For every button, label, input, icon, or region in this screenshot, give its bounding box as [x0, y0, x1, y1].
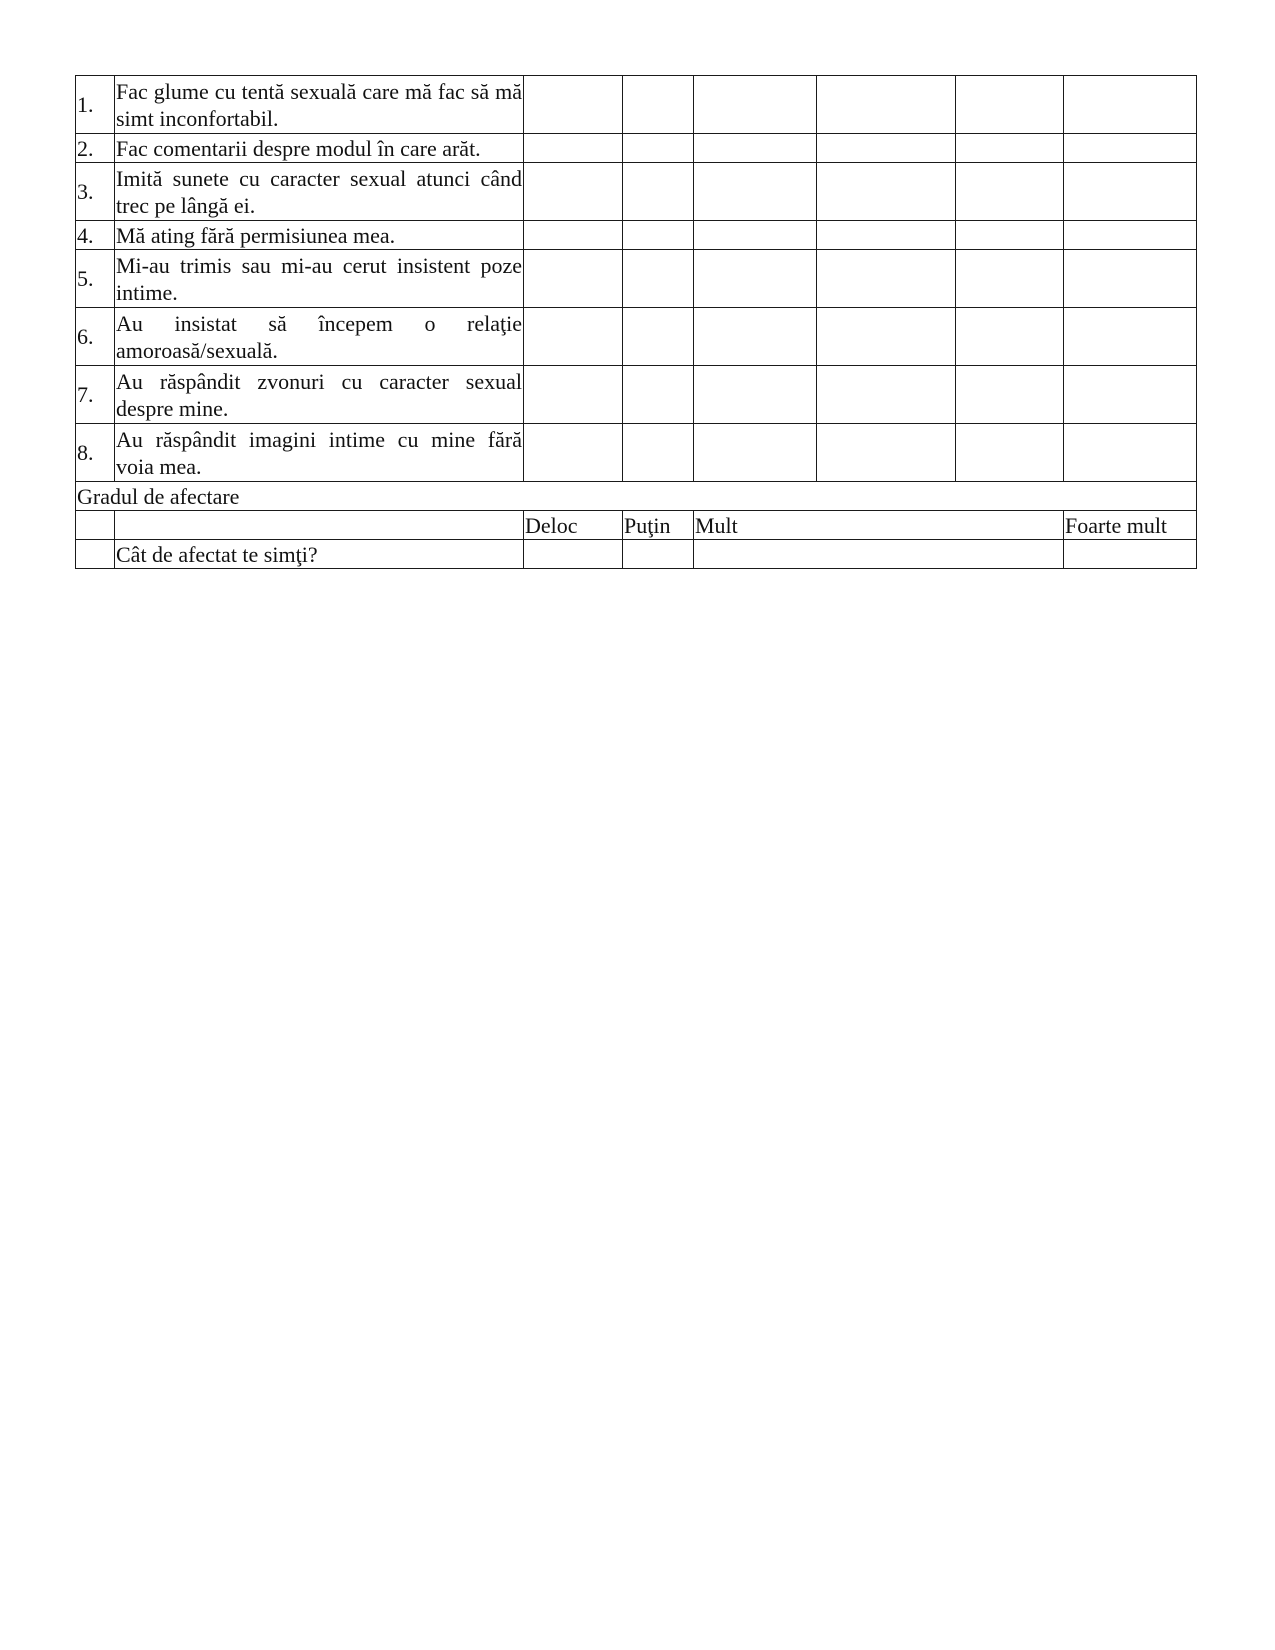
response-cell[interactable]	[524, 134, 623, 163]
response-cell[interactable]	[694, 76, 817, 134]
response-cell[interactable]	[694, 163, 817, 221]
response-cell[interactable]	[524, 76, 623, 134]
statement-row	[76, 424, 1197, 482]
statement-number: 5.	[76, 250, 115, 308]
statement-text: Mă ating fără permisiunea mea.	[115, 221, 524, 250]
response-cell[interactable]	[817, 134, 956, 163]
response-cell[interactable]	[956, 366, 1064, 424]
statement-row	[76, 308, 1197, 366]
response-cell[interactable]	[956, 76, 1064, 134]
statement-row	[76, 134, 1197, 163]
response-cell[interactable]	[694, 221, 817, 250]
statement-row	[76, 163, 1197, 221]
statement-number: 8.	[76, 424, 115, 482]
response-cell[interactable]	[1064, 366, 1197, 424]
scale-label-deloc: Deloc	[524, 511, 623, 540]
response-cell[interactable]	[524, 221, 623, 250]
statement-number: 4.	[76, 221, 115, 250]
impact-section	[76, 482, 1197, 569]
empty-cell	[76, 540, 115, 569]
response-cell[interactable]	[817, 221, 956, 250]
response-cell[interactable]	[623, 163, 694, 221]
answer-cell-deloc[interactable]	[524, 540, 623, 569]
statement-number: 3.	[76, 163, 115, 221]
response-cell[interactable]	[1064, 76, 1197, 134]
response-cell[interactable]	[817, 163, 956, 221]
response-cell[interactable]	[524, 250, 623, 308]
response-cell[interactable]	[956, 221, 1064, 250]
response-cell[interactable]	[623, 250, 694, 308]
statement-number: 7.	[76, 366, 115, 424]
response-cell[interactable]	[524, 308, 623, 366]
statement-row	[76, 221, 1197, 250]
response-cell[interactable]	[524, 163, 623, 221]
statement-number: 6.	[76, 308, 115, 366]
statement-row	[76, 250, 1197, 308]
statement-number: 2.	[76, 134, 115, 163]
response-cell[interactable]	[694, 250, 817, 308]
empty-cell	[115, 511, 524, 540]
response-cell[interactable]	[623, 134, 694, 163]
impact-scale-header-row	[76, 511, 1197, 540]
response-cell[interactable]	[817, 424, 956, 482]
answer-cell-foarte-mult[interactable]	[1064, 540, 1197, 569]
response-cell[interactable]	[623, 76, 694, 134]
response-cell[interactable]	[623, 424, 694, 482]
scale-label-mult: Mult	[694, 511, 1064, 540]
response-cell[interactable]	[524, 424, 623, 482]
response-cell[interactable]	[623, 221, 694, 250]
response-cell[interactable]	[694, 424, 817, 482]
response-cell[interactable]	[817, 250, 956, 308]
statement-text: Imită sunete cu caracter sexual atunci când trec pe lângă ei.	[115, 163, 524, 221]
answer-cell-mult[interactable]	[694, 540, 1064, 569]
response-cell[interactable]	[623, 308, 694, 366]
impact-section-title: Gradul de afectare	[76, 482, 1197, 511]
response-cell[interactable]	[694, 134, 817, 163]
response-cell[interactable]	[694, 366, 817, 424]
impact-question: Cât de afectat te simţi?	[115, 540, 524, 569]
harassment-survey-table	[75, 75, 1197, 569]
answer-cell-putin[interactable]	[623, 540, 694, 569]
empty-cell	[76, 511, 115, 540]
response-cell[interactable]	[1064, 424, 1197, 482]
response-cell[interactable]	[817, 366, 956, 424]
response-cell[interactable]	[817, 308, 956, 366]
response-cell[interactable]	[1064, 163, 1197, 221]
response-cell[interactable]	[623, 366, 694, 424]
statement-text: Mi-au trimis sau mi-au cerut insistent poze intime.	[115, 250, 524, 308]
response-cell[interactable]	[956, 308, 1064, 366]
response-cell[interactable]	[956, 134, 1064, 163]
scale-label-foarte-mult: Foarte mult	[1064, 511, 1197, 540]
statement-number: 1.	[76, 76, 115, 134]
statement-text: Au răspândit zvonuri cu caracter sexual despre mine.	[115, 366, 524, 424]
scale-label-putin: Puţin	[623, 511, 694, 540]
response-cell[interactable]	[956, 163, 1064, 221]
response-cell[interactable]	[1064, 250, 1197, 308]
response-cell[interactable]	[1064, 134, 1197, 163]
statement-text: Fac comentarii despre modul în care arăt.	[115, 134, 524, 163]
response-cell[interactable]	[524, 366, 623, 424]
statement-rows	[76, 76, 1197, 482]
statement-row	[76, 366, 1197, 424]
response-cell[interactable]	[956, 250, 1064, 308]
response-cell[interactable]	[817, 76, 956, 134]
response-cell[interactable]	[1064, 221, 1197, 250]
statement-text: Au răspândit imagini intime cu mine fără voia mea.	[115, 424, 524, 482]
impact-section-header-row	[76, 482, 1197, 511]
statement-text: Au insistat să începem o relaţie amoroasă/sexuală.	[115, 308, 524, 366]
statement-text: Fac glume cu tentă sexuală care mă fac să mă simt inconfortabil.	[115, 76, 524, 134]
response-cell[interactable]	[1064, 308, 1197, 366]
response-cell[interactable]	[694, 308, 817, 366]
response-cell[interactable]	[956, 424, 1064, 482]
statement-row	[76, 76, 1197, 134]
impact-question-row	[76, 540, 1197, 569]
